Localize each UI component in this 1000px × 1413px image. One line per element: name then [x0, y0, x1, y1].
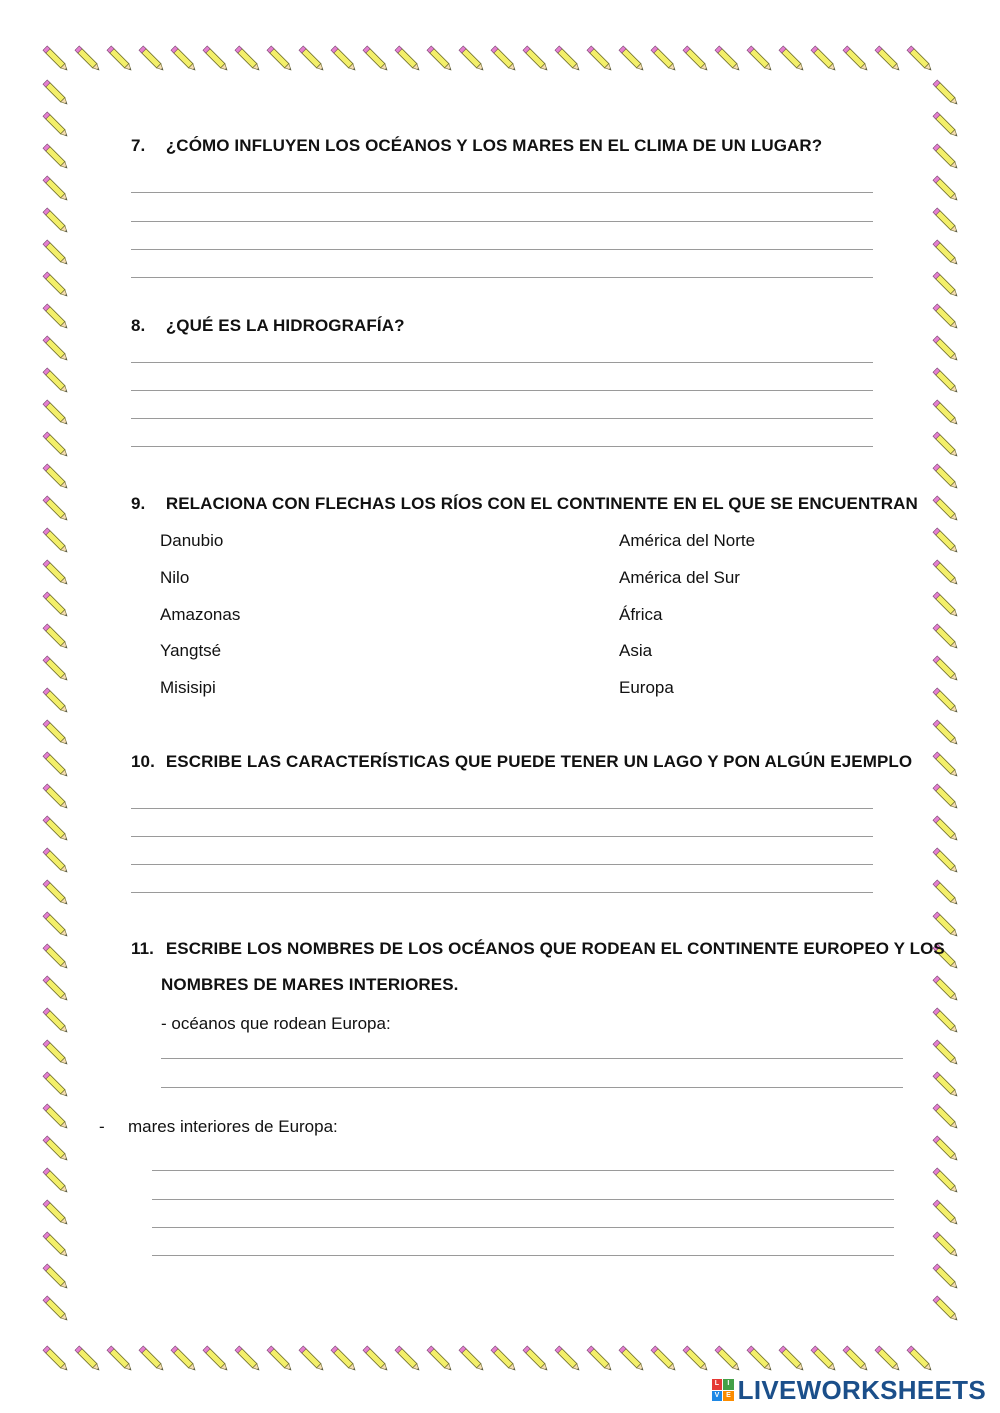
- pencil-icon: [555, 46, 581, 72]
- answer-line[interactable]: [131, 446, 873, 447]
- pencil-icon: [43, 1040, 69, 1066]
- pencil-icon: [107, 46, 133, 72]
- pencil-icon: [491, 46, 517, 72]
- pencil-icon: [331, 46, 357, 72]
- seas-dash: -: [99, 1117, 105, 1136]
- pencil-icon: [933, 1008, 959, 1034]
- pencil-icon: [203, 46, 229, 72]
- pencil-icon: [651, 1346, 677, 1372]
- pencil-icon: [933, 464, 959, 490]
- pencil-icon: [43, 624, 69, 650]
- pencil-icon: [933, 1296, 959, 1322]
- pencil-icon: [267, 46, 293, 72]
- answer-line[interactable]: [152, 1170, 894, 1171]
- pencil-icon: [491, 1346, 517, 1372]
- pencil-icon: [459, 46, 485, 72]
- pencil-icon: [43, 336, 69, 362]
- answer-line[interactable]: [161, 1058, 903, 1059]
- pencil-icon: [427, 46, 453, 72]
- question-text: ESCRIBE LOS NOMBRES DE LOS OCÉANOS QUE RODEAN EL CONTINENTE EUROPEO Y LOS: [165, 939, 945, 958]
- seas-prompt: mares interiores de Europa:: [128, 1117, 338, 1136]
- pencil-icon: [933, 1168, 959, 1194]
- pencil-icon: [933, 336, 959, 362]
- pencil-icon: [395, 1346, 421, 1372]
- pencil-icon: [933, 624, 959, 650]
- pencil-icon: [43, 272, 69, 298]
- river-item[interactable]: Danubio: [160, 531, 224, 550]
- liveworksheets-logo: [712, 1375, 986, 1405]
- pencil-icon: [395, 46, 421, 72]
- pencil-icon: [43, 1008, 69, 1034]
- answer-line[interactable]: [131, 221, 873, 222]
- pencil-icon: [933, 272, 959, 298]
- pencil-icon: [43, 400, 69, 426]
- pencil-icon: [43, 304, 69, 330]
- pencil-icon: [651, 46, 677, 72]
- river-item[interactable]: Amazonas: [160, 605, 241, 624]
- pencil-icon: [907, 1346, 933, 1372]
- pencil-icon: [933, 656, 959, 682]
- pencil-icon: [43, 560, 69, 586]
- pencil-icon: [747, 46, 773, 72]
- pencil-icon: [203, 1346, 229, 1372]
- continent-item[interactable]: América del Sur: [619, 568, 740, 587]
- pencil-icon: [715, 46, 741, 72]
- pencil-icon: [875, 46, 901, 72]
- pencil-icon: [933, 304, 959, 330]
- answer-line[interactable]: [131, 836, 873, 837]
- pencil-icon: [43, 496, 69, 522]
- continent-item[interactable]: Europa: [619, 678, 674, 697]
- river-item[interactable]: Misisipi: [160, 678, 216, 697]
- pencil-icon: [43, 1264, 69, 1290]
- question-number: 9.: [131, 494, 146, 513]
- pencil-icon: [933, 240, 959, 266]
- pencil-icon: [933, 816, 959, 842]
- answer-line[interactable]: [152, 1199, 894, 1200]
- continent-item[interactable]: Asia: [619, 641, 653, 660]
- pencil-icon: [139, 1346, 165, 1372]
- pencil-icon: [587, 46, 613, 72]
- pencil-icon: [933, 848, 959, 874]
- question-7: [131, 136, 822, 156]
- answer-line[interactable]: [152, 1255, 894, 1256]
- answer-line[interactable]: [131, 192, 873, 193]
- answer-line[interactable]: [131, 892, 873, 893]
- pencil-icon: [43, 176, 69, 202]
- pencil-icon: [779, 1346, 805, 1372]
- pencil-icon: [523, 46, 549, 72]
- answer-line[interactable]: [131, 864, 873, 865]
- logo-icon-letter: V: [712, 1391, 723, 1402]
- pencil-icon: [43, 816, 69, 842]
- pencil-icon: [75, 1346, 101, 1372]
- pencil-icon: [907, 46, 933, 72]
- pencil-icon: [43, 464, 69, 490]
- pencil-icon: [933, 1232, 959, 1258]
- pencil-icon: [43, 1346, 69, 1372]
- pencil-icon: [933, 368, 959, 394]
- pencil-icon: [43, 1168, 69, 1194]
- question-number: 7.: [131, 136, 146, 155]
- logo-icon-letter: E: [723, 1391, 734, 1402]
- pencil-icon: [933, 688, 959, 714]
- oceans-prompt: - océanos que rodean Europa:: [161, 1014, 391, 1033]
- pencil-icon: [75, 46, 101, 72]
- pencil-icon: [933, 976, 959, 1002]
- pencil-icon: [933, 560, 959, 586]
- pencil-icon: [43, 784, 69, 810]
- pencil-icon: [43, 46, 69, 72]
- pencil-icon: [683, 46, 709, 72]
- pencil-icon: [43, 592, 69, 618]
- question-9: [131, 494, 918, 514]
- pencil-icon: [843, 46, 869, 72]
- pencil-icon: [43, 688, 69, 714]
- question-number: 10.: [131, 752, 155, 771]
- pencil-icon: [43, 976, 69, 1002]
- pencil-icon: [933, 432, 959, 458]
- pencil-icon: [933, 880, 959, 906]
- pencil-icon: [619, 46, 645, 72]
- pencil-icon: [459, 1346, 485, 1372]
- pencil-icon: [811, 46, 837, 72]
- question-text: RELACIONA CON FLECHAS LOS RÍOS CON EL CONTINENTE EN EL QUE SE ENCUENTRAN: [165, 494, 918, 513]
- continent-item[interactable]: África: [619, 605, 663, 624]
- pencil-icon: [267, 1346, 293, 1372]
- pencil-icon: [43, 240, 69, 266]
- pencil-icon: [933, 720, 959, 746]
- pencil-icon: [43, 720, 69, 746]
- answer-line[interactable]: [131, 362, 873, 363]
- continent-item[interactable]: América del Norte: [619, 531, 756, 550]
- pencil-icon: [933, 1264, 959, 1290]
- pencil-icon: [933, 592, 959, 618]
- pencil-icon: [933, 208, 959, 234]
- pencil-icon: [875, 1346, 901, 1372]
- pencil-icon: [747, 1346, 773, 1372]
- answer-line[interactable]: [131, 808, 873, 809]
- question-10: [131, 752, 912, 772]
- question-number: 8.: [131, 316, 146, 335]
- logo-text: LIVEWORKSHEETS: [737, 1374, 986, 1405]
- pencil-icon: [933, 112, 959, 138]
- pencil-icon: [235, 1346, 261, 1372]
- pencil-icon: [43, 1136, 69, 1162]
- pencil-icon: [43, 1200, 69, 1226]
- pencil-icon: [43, 1232, 69, 1258]
- pencil-icon: [843, 1346, 869, 1372]
- pencil-icon: [933, 752, 959, 778]
- pencil-icon: [43, 1104, 69, 1130]
- pencil-icon: [299, 46, 325, 72]
- logo-icon: [712, 1379, 734, 1401]
- pencil-icon: [933, 80, 959, 106]
- answer-line[interactable]: [152, 1227, 894, 1228]
- pencil-icon: [715, 1346, 741, 1372]
- pencil-icon: [933, 400, 959, 426]
- pencil-icon: [683, 1346, 709, 1372]
- pencil-icon: [555, 1346, 581, 1372]
- pencil-icon: [43, 944, 69, 970]
- pencil-icon: [933, 496, 959, 522]
- pencil-icon: [43, 528, 69, 554]
- question-number: 11.: [131, 939, 154, 958]
- pencil-icon: [779, 46, 805, 72]
- answer-line[interactable]: [131, 277, 873, 278]
- pencil-icon: [43, 752, 69, 778]
- pencil-icon: [933, 176, 959, 202]
- pencil-icon: [43, 880, 69, 906]
- pencil-icon: [933, 784, 959, 810]
- pencil-icon: [933, 1200, 959, 1226]
- pencil-icon: [933, 144, 959, 170]
- pencil-icon: [933, 912, 959, 938]
- pencil-icon: [235, 46, 261, 72]
- question-8: [131, 316, 405, 336]
- pencil-icon: [43, 368, 69, 394]
- pencil-icon: [43, 112, 69, 138]
- pencil-icon: [363, 1346, 389, 1372]
- pencil-icon: [107, 1346, 133, 1372]
- pencil-icon: [43, 208, 69, 234]
- pencil-icon: [363, 46, 389, 72]
- river-item[interactable]: Nilo: [160, 568, 190, 587]
- answer-line[interactable]: [131, 249, 873, 250]
- pencil-icon: [933, 1136, 959, 1162]
- question-text: ESCRIBE LAS CARACTERÍSTICAS QUE PUEDE TENER UN LAGO Y PON ALGÚN EJEMPLO: [165, 752, 913, 771]
- answer-line[interactable]: [161, 1087, 903, 1088]
- pencil-icon: [43, 848, 69, 874]
- pencil-icon: [933, 1040, 959, 1066]
- question-text: ¿QUÉ ES LA HIDROGRAFÍA?: [165, 316, 405, 335]
- pencil-icon: [933, 1104, 959, 1130]
- answer-line[interactable]: [131, 390, 873, 391]
- pencil-icon: [331, 1346, 357, 1372]
- pencil-icon: [43, 912, 69, 938]
- pencil-icon: [587, 1346, 613, 1372]
- pencil-icon: [139, 46, 165, 72]
- pencil-icon: [43, 432, 69, 458]
- pencil-icon: [43, 1296, 69, 1322]
- logo-icon-letter: I: [723, 1379, 734, 1390]
- question-11: [131, 939, 945, 959]
- pencil-icon: [619, 1346, 645, 1372]
- pencil-icon: [811, 1346, 837, 1372]
- pencil-icon: [171, 46, 197, 72]
- pencil-icon: [299, 1346, 325, 1372]
- question-11-continuation: NOMBRES DE MARES INTERIORES.: [161, 975, 459, 994]
- pencil-icon: [427, 1346, 453, 1372]
- river-item[interactable]: Yangtsé: [160, 641, 222, 660]
- question-text: ¿CÓMO INFLUYEN LOS OCÉANOS Y LOS MARES EN EL CLIMA DE UN LUGAR?: [165, 136, 823, 155]
- pencil-icon: [43, 656, 69, 682]
- answer-line[interactable]: [131, 418, 873, 419]
- pencil-icon: [933, 1072, 959, 1098]
- pencil-icon: [171, 1346, 197, 1372]
- pencil-icon: [43, 144, 69, 170]
- pencil-icon: [933, 528, 959, 554]
- logo-icon-letter: L: [712, 1379, 723, 1390]
- pencil-icon: [43, 1072, 69, 1098]
- pencil-icon: [523, 1346, 549, 1372]
- pencil-icon: [43, 80, 69, 106]
